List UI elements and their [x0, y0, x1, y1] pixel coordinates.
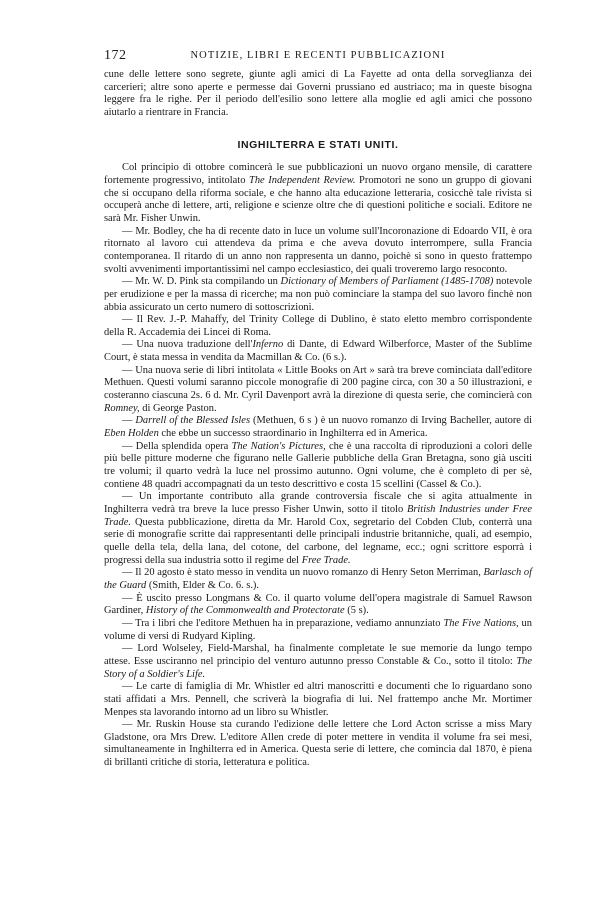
paragraph-whistler: — Le carte di famiglia di Mr. Whistler ed altri manoscritti e documenti che lo riguardano sono stati affidati a Mrs. Pennell, che scriverà la biografia di lui. Nel frattempo anche Mr. Mortimer Menpes sta lavorando intorno ad un libro su Whistler.: [104, 681, 532, 718]
paragraph-darrell: — Darrell of the Blessed Isles (Methuen, 6 s ) è un nuovo romanzo di Irving Bacheller, autore di Eben Holden che ebbe un successo straordinario in Inghilterra ed in America.: [104, 415, 533, 440]
paragraph-british-industries: — Un importante contributo alla grande controversia fiscale che si agita attualmente in Inghilterra vedrà tra breve la luce presso Fisher Unwin, sotto il titolo British Industries under Free Trade. Questa pubblicazione, diretta da Mr. Harold Cox, segretario del Cobden Club, conterrà una serie di monografie scritte dai rappresentanti delle principali industrie britanniche, quali, ad esempio, quelle della tela, della lana, del cotone, del carbone, del legname, ecc.; ogni scrittore esporrà i progressi della sua industria sotto il regime del Free Trade.: [104, 491, 532, 566]
section-title: INGHILTERRA E STATI UNITI.: [237, 138, 399, 151]
page-number: 172: [104, 48, 127, 63]
running-title: NOTIZIE, LIBRI E RECENTI PUBBLICAZIONI: [190, 50, 446, 61]
paragraph-mahaffy: — Il Rev. J.-P. Mahaffy, del Trinity College di Dublino, è stato eletto membro corrispondente della R. Accademia dei Lincei di Roma.: [104, 314, 532, 338]
paragraph-little-books: — Una nuova serie di libri intitolata « Little Books on Art » sarà tra breve cominciata dall'editore Methuen. Questi volumi saranno piccole monografie di 200 pagine circa, con 30 a 50 illustrazioni, e costeranno ciascuna 2s. 6 d. Mr. Cyril Davenport avrà la direzione di questa serie, che comincierà con Romney, di George Paston.: [104, 364, 532, 414]
intro-paragraph: cune delle lettere sono segrete, giunte agli amici di La Fayette ad onta della sorveglianza dei carcerieri; altre sono aperte e permesse dai Governi prussiano ed austriaco; ma in queste bisogna leggere fra le righe. Per il periodo dell'esilio sono lettere alla moglie ed agli amici che possono aiutarlo a rientrare in Francia.: [104, 69, 532, 118]
paragraph-bodley: — Mr. Bodley, che ha di recente dato in luce un volume sull'Incoronazione di Edoardo VII, è ora ritornato al lavoro cui attendeva da prima e che aveva dovuto interrompere, sulla Francia contemporanea. Il ritardo di un anno non rappresenta un danno, poichè si sono in questo frattempo svolti avvenimenti importantissimi nel campo ecclesiastico, dei quali troveremo largo resoconto.: [104, 225, 532, 275]
paragraph-independent-review: Col principio di ottobre comincerà le sue pubblicazioni un nuovo organo mensile, di carattere fortemente progressivo, intitolato The Independent Review. Promotori ne sono un gruppo di giovani che si occupano della riforma sociale, e che hanno alta educazione letteraria, cosicchè tale rivista si occuperà anche di lettere, arti, religione e scienze oltre che di questioni politiche e sociali. Editore ne sarà Mr. Fisher Unwin.: [104, 162, 532, 224]
paragraph-inferno: — Una nuova traduzione dell'Inferno di Dante, di Edward Wilberforce, Master of the Sublime Court, è stata messa in vendita da Macmillan & Co. (6 s.).: [104, 339, 532, 364]
paragraph-acton-letters: — Mr. Ruskin House sta curando l'edizione delle lettere che Lord Acton scrisse a miss Mary Gladstone, ora Mrs Drew. L'editore Allen crede di poter mettere in vendita il volume fra sei mesi, simultaneamente in Inghilterra ed in America. Questa serie di lettere, che comincia dal 1870, è piena di brillanti critiche di storia, letteratura e politica.: [104, 719, 532, 769]
text-column: [104, 69, 532, 770]
paragraph-five-nations: — Tra i libri che l'editore Methuen ha in preparazione, vediamo annunziato The Five Nations, un volume di versi di Rudyard Kipling.: [104, 617, 532, 642]
paragraph-wolseley: — Lord Wolseley, Field-Marshal, ha finalmente completate le sue memorie da lungo tempo attese. Esse usciranno nel principio del venturo autunno presso Constable & Co., sotto il titolo: The Story of a Soldier's Life.: [104, 643, 532, 680]
page-header: [104, 48, 532, 64]
paragraph-nations-pictures: — Della splendida opera The Nation's Pictures, che è una raccolta di riproduzioni a colori delle più belle pitture moderne che figurano nelle Gallerie pubbliche della Gran Bretagna, sono già usciti tre volumi; il quarto vedrà la luce nel prossimo autunno. Ogni volume, che è completo di per sè, contiene 48 quadri accompagnati da un testo descrittivo e costa 15 scellini (Cassel & Co.).: [104, 440, 532, 490]
paragraph-pink: — Mr. W. D. Pink sta compilando un Dictionary of Members of Parliament (1485-1708) notevole per erudizione e per la massa di ricerche; ma non può cominciare la stampa del suo lavoro finchè non abbia assicurato un certo numero di sottoscrizioni.: [104, 276, 532, 313]
paragraph-gardiner: — È uscito presso Longmans & Co. il quarto volume dell'opera magistrale di Samuel Rawson Gardiner, History of the Commonwealth and Protectorate (5 s).: [104, 592, 532, 617]
paragraph-merriman: — Il 20 agosto è stato messo in vendita un nuovo romanzo di Henry Seton Merriman, Barlasch of the Guard (Smith, Elder & Co. 6. s.).: [104, 567, 533, 591]
